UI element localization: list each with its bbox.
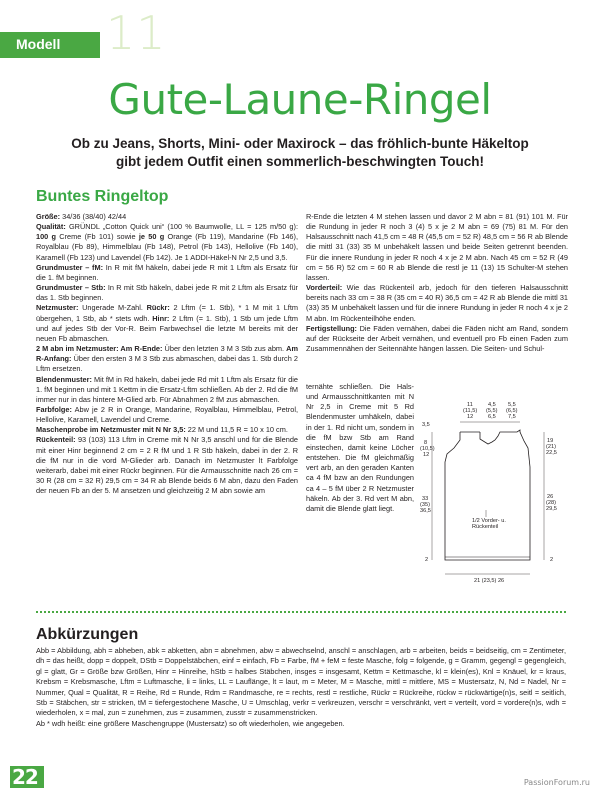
schematic-label-left-big: 33 [422, 496, 429, 502]
abbreviations-list: Abb = Abbildung, abh = abheben, abk = abketten, abn = abnehmen, abw = abwechselnd, anschl = anschlagen, arb = arbeiten, beids = beidseitig, cm = Zentimeter, dh = das heißt, dopp = doppelt, DStb = Doppelstäbchen, einf = einfach, Fb = Farbe, fM + feM = feste Masche, folg = folgende, g = Gramm, gegengl = gegengleich, gl = glatt, Gr = Größe bzw Größen, Hinr = Hinreihe, hStb = halbes Stäbchen, insges = insgesamt, Kettm = Kettmasche, kl = klein(es), Knl = Knäuel, kr = kraus, Krebsm = Krebsmasche, Lftm = Luftmasche, li = links, LL = Lauflänge, lt = laut, m = Meter, M = Masche, mittl = mittlere, MS = Mustersatz, N, Nd = Nadel, Nr = Nummer, Qual = Qualität, R = Reihe, Rd = Runde, Rdm = Randmasche, re = rechts, restl = restliche, Rückr = Rückreihe, rückw = rückwärtige(n)s, seitl = seitlich, Stb = Stäbchen, str = stricken, tM = tiefergestochene Masche, U = Umschlag, verkr = verkreuzen, verschr = verschränkt, vert = verteilt, vord = vordere(n)s, wdh = wiederholen, x = mal, zun = zunehmen, zus = zusammen, zusstr = zusammenstricken. [36, 646, 566, 718]
size-label: Größe: [36, 212, 61, 221]
schematic-label-left-mid-3: 12 [423, 452, 430, 458]
schematic-label-right-mid-3: 22,5 [546, 450, 557, 456]
size-paragraph [36, 212, 298, 222]
schematic-label-top-mid-2: (5,5) [486, 408, 498, 414]
schematic-label-left-big-2: (35) [420, 502, 430, 508]
schematic-center-label-2: Rückenteil [472, 524, 499, 530]
pattern-fm-label: Grundmuster – fM: [36, 262, 104, 272]
pattern-stb-paragraph [36, 283, 298, 303]
decrease-start-text: Über den ersten 3 M 3 Stb zus abmaschen, dabei das 1. Stb durch 2 Lftm ersetzen. [36, 354, 298, 374]
front-piece-paragraph [306, 283, 568, 324]
net-pattern-paragraph [36, 303, 298, 344]
quality-text-1: GRÜNDL „Cotton Quick uni“ (100 % Baumwolle, LL = 125 m/50 g): [65, 222, 298, 232]
modell-label: Modell [16, 36, 61, 52]
section-title: Buntes Ringeltop [36, 188, 169, 205]
pattern-stb-text: In R mit Stb häkeln, dabei jede R mit 2 Lftm als Ersatz für das 1. Stb beginnen. [36, 283, 298, 303]
pattern-fm-paragraph [36, 263, 298, 283]
border-pattern-text: Mit fM in Rd häkeln, dabei jede Rd mit 1 Lftm als Ersatz für die 1. fM beginnen und mit 1 Kettm in die Ersatz-Lftm schließen. Ab der 2. Rd die fM immer nur in das hintere M-Glied arb. Für Abnahmen 2 fM zus abmaschen. [36, 374, 298, 404]
decrease-start-label: Am R-Anfang: [36, 344, 298, 364]
decrease-end-text: Über den letzten 3 M 3 Stb zus abm. [162, 344, 287, 354]
schematic-label-top-left-3: 12 [467, 414, 474, 420]
instructions-left-column [36, 212, 298, 496]
finishing-narrow-column [306, 382, 414, 514]
quality-bold-1: 100 g [36, 232, 57, 242]
schematic-outline [445, 430, 530, 560]
finishing-label: Fertigstellung: [306, 323, 357, 333]
garment-schematic [420, 392, 570, 592]
schematic-label-top-mid-3: 6,5 [488, 414, 496, 420]
schematic-label-bottom-width: 21 (23,5) 26 [474, 578, 505, 584]
schematic-label-bottom-left: 2 [425, 557, 429, 563]
schematic-label-left-big-3: 36,5 [420, 508, 431, 514]
watermark: PassionForum.ru [523, 778, 590, 787]
schematic-label-top-mid: 4,5 [488, 402, 496, 408]
pattern-stb-label: Grundmuster – Stb: [36, 283, 106, 293]
abbreviations-note: Ab * wdh heißt: eine größere Maschengruppe (Mustersatz) so oft wiederholen, wie angegeben. [36, 718, 345, 728]
color-sequence-label: Farbfolge: [36, 404, 72, 414]
schematic-label-right-big-3: 29,5 [546, 506, 557, 512]
decrease-paragraph [36, 344, 298, 374]
finishing-paragraph [306, 324, 568, 354]
net-pattern-bold-1: Rückr: [146, 303, 170, 313]
net-pattern-bold-2: Hinr: [152, 313, 170, 323]
schematic-label-left-mid: 8 [424, 440, 428, 446]
schematic-label-left-small: 3,5 [422, 422, 430, 428]
schematic-label-top-right-3: 7,5 [508, 414, 516, 420]
back-piece-label: Rückenteil: [36, 435, 76, 445]
back-piece-continued: R-Ende die letzten 4 M stehen lassen und davor 2 M abn = 81 (91) 101 M. Für die Rundung in jeder R noch 3 (4) 5 x je 2 M abn = 69 (75) 81 M. Für den Halsausschnitt nach 41,5 cm = 48 R (45,5 cm = 52 R) 48,5 cm = 56 R ab Blende die mittl 31 (33) 35 M unbehäkelt lassen und beide Seiten getrennt beenden. Für die innere Rundung in jeder R noch 4 x je 2 M abn. Nach 45 cm = 52 R (49 cm = 56 R) 52 cm = 60 R ab Blende die restl je 11 (13) 15 Schulter-M stehen lassen. [306, 212, 568, 282]
quality-text-2: Creme (Fb 101) sowie [56, 232, 139, 242]
schematic-label-bottom-right: 2 [550, 557, 554, 563]
schematic-label-top-right: 5,5 [508, 402, 516, 408]
back-piece-paragraph [36, 435, 298, 496]
abbreviations-title: Abkürzungen [36, 626, 139, 643]
gauge-label: Maschenprobe im Netzmuster mit N Nr 3,5: [36, 425, 186, 435]
decrease-end-label: 2 M abn im Netzmuster: Am R-Ende: [36, 344, 163, 354]
back-piece-text: 93 (103) 113 Lftm in Creme mit N Nr 3,5 anschl und für die Blende mit einer Hinr beginnend 2 cm = 2 R fM und 1 R Stb häkeln, dabei in der 2. R die fM nur in die vord M-Glieder arb. Danach im Netzmuster lt Farbfolge weiterarb, dabei mit einer Rückr beginnen. Für die Armausschnitte nach 26 cm = 30 R (28 cm = 32 R) 29,5 cm = 34 R ab Blende beids 6 M abn, dazu den Faden der neuen Fb an der 5. M ansetzen und gleichzeitig 2 M abn sowie am [36, 435, 298, 496]
instructions-right-column [306, 212, 568, 354]
subtitle-line-1: Ob zu Jeans, Shorts, Mini- oder Maxirock – das fröhlich-bunte Häkeltop [71, 136, 529, 151]
finishing-text-2: ternähte schließen. Die Hals- und Armausschnittkanten mit N Nr 2,5 in Creme mit 5 Rd Blendenmuster umhäkeln, dabei in der 1. Rd nicht um, sondern in die fM bzw Stb am Rand einstechen, damit keine Löcher entstehen. Die fM gleichmäßig vert arb, an den geraden Kanten ca 4 fM bzw an den Rundungen ca 4 – 5 fM über 2 R Netzmuster häkeln. Ab der 3. Rd vert M abn, damit die Blende glatt liegt. [306, 382, 414, 513]
net-pattern-label: Netzmuster: [36, 303, 79, 313]
modell-number: 11 [106, 6, 167, 60]
schematic-label-right-big: 26 [547, 494, 554, 500]
gauge-paragraph [36, 425, 298, 435]
schematic-label-top-right-2: (6,5) [506, 408, 518, 414]
schematic-label-right-mid-2: (21) [546, 444, 556, 450]
color-sequence-text: Abw je 2 R in Orange, Mandarine, Royalblau, Himmelblau, Petrol, Hellolive, Karamell, Lavendel und Creme. [36, 404, 298, 425]
dotted-divider [36, 611, 566, 613]
quality-bold-2: je 50 g [138, 232, 165, 242]
gauge-text: 22 M und 11,5 R = 10 x 10 cm. [185, 425, 288, 435]
size-text: 34/36 (38/40) 42/44 [60, 212, 127, 221]
quality-label: Qualität: [36, 222, 66, 232]
front-piece-text: Wie das Rückenteil arb, jedoch für den tieferen Halsausschnitt bereits nach 33 cm = 38 R (35 cm = 40 R) 36,5 cm = 42 R ab Blende die mittl 31 (33) 35 M unbehäkelt lassen und für die innere Rundung in jeder R noch 4 x je 2 M abn. Im Rückenteilhöhe enden. [306, 283, 568, 323]
schematic-center-label: 1/2 Vorder- u. [472, 518, 506, 524]
schematic-label-right-mid: 19 [547, 438, 554, 444]
quality-paragraph [36, 222, 298, 263]
subtitle-line-2: gibt jedem Outfit einen sommerlich-beschwingten Touch! [115, 154, 485, 169]
border-pattern-label: Blendenmuster: [36, 374, 92, 384]
quality-text-3: Orange (Fb 119), Mandarine (Fb 146), Royalblau (Fb 89), Himmelblau (Fb 148), Petrol (Fb 143), Hellolive (Fb 140), Karamell (Fb 123) und Lavendel (Fb 142). Je 1 ADDI-Häkel-N Nr 2,5 und 3,5. [36, 232, 298, 262]
color-sequence-paragraph [36, 405, 298, 425]
net-pattern-text-3: 2 Lftm (= 1. Stb), 1 Stb um jede Lftm und auf jedes Stb der Vor-R. Beim Farbwechsel die letzte M bereits mit der neuen Fb abmaschen. [36, 313, 298, 343]
page-number: 22 [12, 765, 38, 789]
abbreviations-text [36, 646, 566, 729]
border-pattern-paragraph [36, 375, 298, 405]
schematic-label-top-left-2: (11,5) [463, 408, 478, 414]
net-pattern-text-1: Ungerade M-Zahl. [78, 303, 147, 313]
finishing-text-1: Die Fäden vernähen, dabei die Fäden nicht am Rand, sondern auf der Rückseite der Arbeit vernähen, und eventuell pro Fb einen Faden zum Zusammennähen der Seitennähte hängen lassen. Die Seiten- und Schul- [306, 323, 568, 354]
page-title: Gute-Laune-Ringel [108, 75, 492, 124]
schematic-label-top-left: 11 [467, 402, 473, 408]
schematic-label-right-big-2: (28) [546, 500, 556, 506]
page-subtitle [40, 135, 560, 171]
net-pattern-text-2: 2 Lftm (= 1. Stb), * 1 M mit 1 Lftm übergehen, 1 Stb, ab * stets wdh. [36, 303, 298, 323]
front-piece-label: Vorderteil: [306, 283, 343, 293]
pattern-fm-text: In R mit fM häkeln, dabei jede R mit 1 Lftm als Ersatz für die 1. fM beginnen. [36, 262, 298, 282]
schematic-label-left-mid-2: (10,5) [420, 446, 435, 452]
